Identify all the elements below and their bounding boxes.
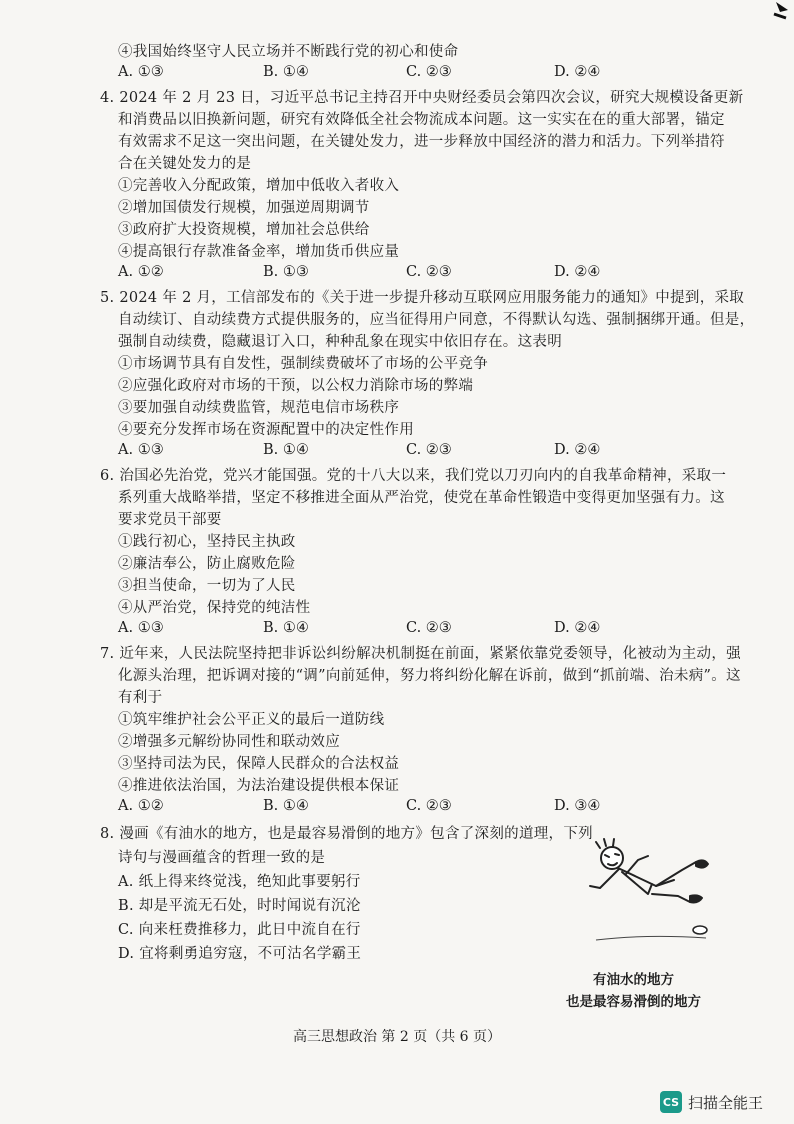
- q4-item-1: ①完善收入分配政策，增加中低收入者收入: [118, 178, 400, 194]
- option-d: D. ③④: [554, 798, 601, 814]
- option-c: C. ②③: [406, 442, 452, 458]
- q7-item-4: ④推进依法治国，为法治建设提供根本保证: [118, 778, 400, 794]
- option-c: C. ②③: [406, 264, 452, 280]
- option-b: B. ①④: [263, 798, 309, 814]
- option-d: D. ②④: [554, 64, 601, 80]
- q5-item-2: ②应强化政府对市场的干预，以公权力消除市场的弊端: [118, 378, 474, 394]
- option-c: C. ②③: [406, 620, 452, 636]
- q7-item-3: ③坚持司法为民，保障人民群众的合法权益: [118, 756, 400, 772]
- slipping-man-cartoon: [586, 836, 716, 964]
- q7-options: [118, 798, 718, 818]
- option-a: A. ①②: [118, 264, 164, 280]
- q6-item-2: ②廉洁奉公，防止腐败危险: [118, 556, 296, 572]
- option-d: D. ②④: [554, 264, 601, 280]
- q4-item-3: ③政府扩大投资规模，增加社会总供给: [118, 222, 370, 238]
- q7-stem-2: 化源头治理，把诉调对接的“调”向前延伸，努力将纠纷化解在诉前，做到“抓前端、治未病”。这: [118, 668, 741, 684]
- q4-options: [118, 264, 718, 284]
- q6-stem-3: 要求党员干部要: [118, 512, 222, 528]
- q5-stem-3: 强制自动续费，隐藏退订入口，种种乱象在现实中依旧存在。这表明: [118, 334, 562, 350]
- option-c: C. ②③: [406, 798, 452, 814]
- corner-mark-icon: [768, 0, 792, 22]
- q8-option-a: A. 纸上得来终觉浅，绝知此事要躬行: [118, 874, 361, 890]
- q4-item-4: ④提高银行存款准备金率，增加货币供应量: [118, 244, 400, 260]
- page-footer: 高三思想政治 第 2 页（共 6 页）: [292, 1029, 502, 1045]
- q8-stem-2: 诗句与漫画蕴含的哲理一致的是: [118, 850, 326, 866]
- option-d: D. ②④: [554, 442, 601, 458]
- q8-stem-1: 8. 漫画《有油水的地方，也是最容易滑倒的地方》包含了深刻的道理，下列: [100, 826, 593, 842]
- q4-stem-3: 有效需求不足这一突出问题，在关键处发力，进一步释放中国经济的潜力和活力。下列举措符: [118, 134, 725, 150]
- q4-stem-2: 和消费品以旧换新问题，研究有效降低全社会物流成本问题。这一实实在在的重大部署，锚定: [118, 112, 725, 128]
- watermark-text: 扫描全能王: [688, 1093, 764, 1112]
- q6-item-4: ④从严治党，保持党的纯洁性: [118, 600, 311, 616]
- q6-stem-1: 6. 治国必先治党，党兴才能国强。党的十八大以来，我们党以刀刃向内的自我革命精神，采取一: [100, 468, 727, 484]
- cartoon-caption-1: 有油水的地方: [593, 972, 674, 988]
- q5-stem-1: 5. 2024 年 2 月，工信部发布的《关于进一步提升移动互联网应用服务能力的通知》中提到，采取: [100, 290, 745, 306]
- option-a: A. ①③: [118, 620, 164, 636]
- scanner-watermark: [660, 1088, 763, 1116]
- q8-option-b: B. 却是平流无石处，时时闻说有沉沦: [118, 898, 361, 914]
- q8-option-d: D. 宜将剩勇追穷寇，不可沽名学霸王: [118, 946, 362, 962]
- q6-options: [118, 620, 718, 640]
- q5-item-1: ①市场调节具有自发性，强制续费破坏了市场的公平竞争: [118, 356, 488, 372]
- q7-stem-1: 7. 近年来，人民法院坚持把非诉讼纠纷解决机制挺在前面，紧紧依靠党委领导，化被动为主动，强: [100, 646, 741, 662]
- q6-item-3: ③担当使命，一切为了人民: [118, 578, 296, 594]
- q3-item-4: ④我国始终坚守人民立场并不断践行党的初心和使命: [118, 44, 459, 60]
- option-b: B. ①④: [263, 620, 309, 636]
- q4-stem-1: 4. 2024 年 2 月 23 日，习近平总书记主持召开中央财经委员会第四次会议，研究大规模设备更新: [100, 90, 744, 106]
- q3-options: [118, 64, 718, 84]
- q7-item-1: ①筑牢维护社会公平正义的最后一道防线: [118, 712, 385, 728]
- q4-stem-4: 合在关键处发力的是: [118, 156, 252, 172]
- q5-options: [118, 442, 718, 462]
- option-b: B. ①③: [263, 264, 309, 280]
- q5-item-4: ④要充分发挥市场在资源配置中的决定性作用: [118, 422, 414, 438]
- option-a: A. ①③: [118, 442, 164, 458]
- q5-item-3: ③要加强自动续费监管，规范电信市场秩序: [118, 400, 400, 416]
- q5-stem-2: 自动续订、自动续费方式提供服务的，应当征得用户同意，不得默认勾选、强制捆绑开通。但是，: [118, 312, 755, 328]
- cartoon-caption-2: 也是最容易滑倒的地方: [566, 994, 701, 1010]
- q6-stem-2: 系列重大战略举措，坚定不移推进全面从严治党，使党在革命性锻造中变得更加坚强有力。这: [118, 490, 725, 506]
- option-b: B. ①④: [263, 64, 309, 80]
- option-a: A. ①③: [118, 64, 164, 80]
- option-c: C. ②③: [406, 64, 452, 80]
- option-a: A. ①②: [118, 798, 164, 814]
- q4-item-2: ②增加国债发行规模，加强逆周期调节: [118, 200, 370, 216]
- q7-item-2: ②增强多元解纷协同性和联动效应: [118, 734, 340, 750]
- option-d: D. ②④: [554, 620, 601, 636]
- q8-option-c: C. 向来枉费推移力，此日中流自在行: [118, 922, 361, 938]
- q6-item-1: ①践行初心，坚持民主执政: [118, 534, 296, 550]
- option-b: B. ①④: [263, 442, 309, 458]
- q7-stem-3: 有利于: [118, 690, 163, 706]
- cs-logo-icon: CS: [660, 1091, 682, 1113]
